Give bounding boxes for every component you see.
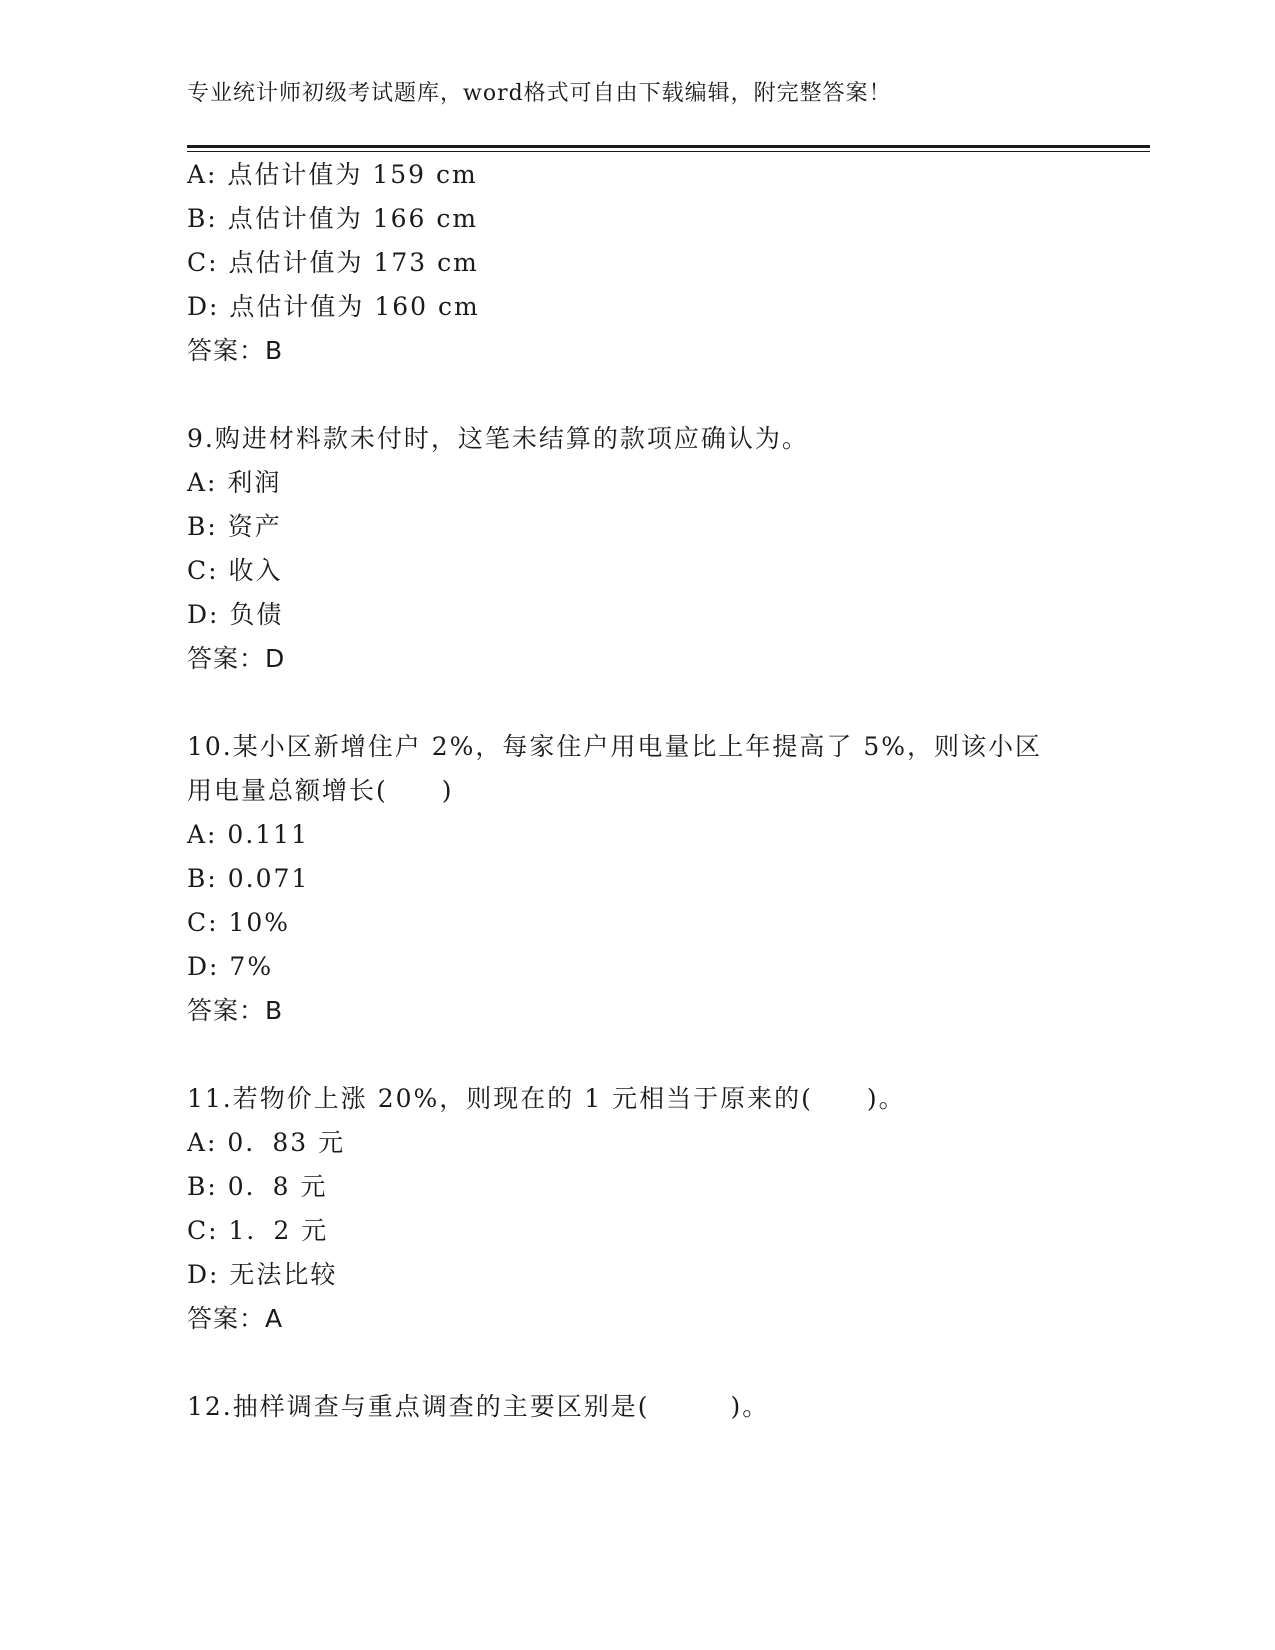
q9-option-b: B: 资产: [187, 512, 282, 541]
q8-option-b: B: 点估计值为 166 cm: [187, 204, 479, 233]
q8-option-d: D: 点估计值为 160 cm: [187, 292, 480, 321]
q11-option-c: C: 1．2 元: [187, 1216, 329, 1245]
page-header: 专业统计师初级考试题库，word格式可自由下载编辑，附完整答案！: [187, 81, 892, 106]
q8-option-a: A: 点估计值为 159 cm: [187, 160, 478, 189]
q10-option-a: A: 0.111: [187, 820, 309, 849]
q11-stem: 11.若物价上涨 20%，则现在的 1 元相当于原来的( )。: [187, 1084, 906, 1113]
q8-answer: 答案：B: [187, 336, 284, 365]
header-rule-thin: [187, 151, 1150, 152]
header-rule-thick: [187, 145, 1150, 148]
q10-answer: 答案：B: [187, 996, 284, 1025]
q9-option-a: A: 利润: [187, 468, 282, 497]
q9-answer: 答案：D: [187, 644, 286, 673]
q11-option-d: D: 无法比较: [187, 1260, 338, 1289]
q9-option-c: C: 收入: [187, 556, 283, 585]
q12-stem: 12.抽样调查与重点调查的主要区别是( )。: [187, 1392, 770, 1421]
q9-stem: 9.购进材料款未付时，这笔未结算的款项应确认为。: [187, 424, 809, 453]
q11-answer: 答案：A: [187, 1304, 284, 1333]
q10-option-b: B: 0.071: [187, 864, 310, 893]
q10-stem-line2: 用电量总额增长( ): [187, 776, 454, 805]
q8-option-c: C: 点估计值为 173 cm: [187, 248, 479, 277]
q10-stem-line1: 10.某小区新增住户 2%，每家住户用电量比上年提高了 5%，则该小区: [187, 732, 1042, 761]
q10-option-d: D: 7%: [187, 952, 274, 981]
q9-option-d: D: 负债: [187, 600, 284, 629]
q10-option-c: C: 10%: [187, 908, 291, 937]
q11-option-a: A: 0．83 元: [187, 1128, 346, 1157]
q11-option-b: B: 0．8 元: [187, 1172, 328, 1201]
